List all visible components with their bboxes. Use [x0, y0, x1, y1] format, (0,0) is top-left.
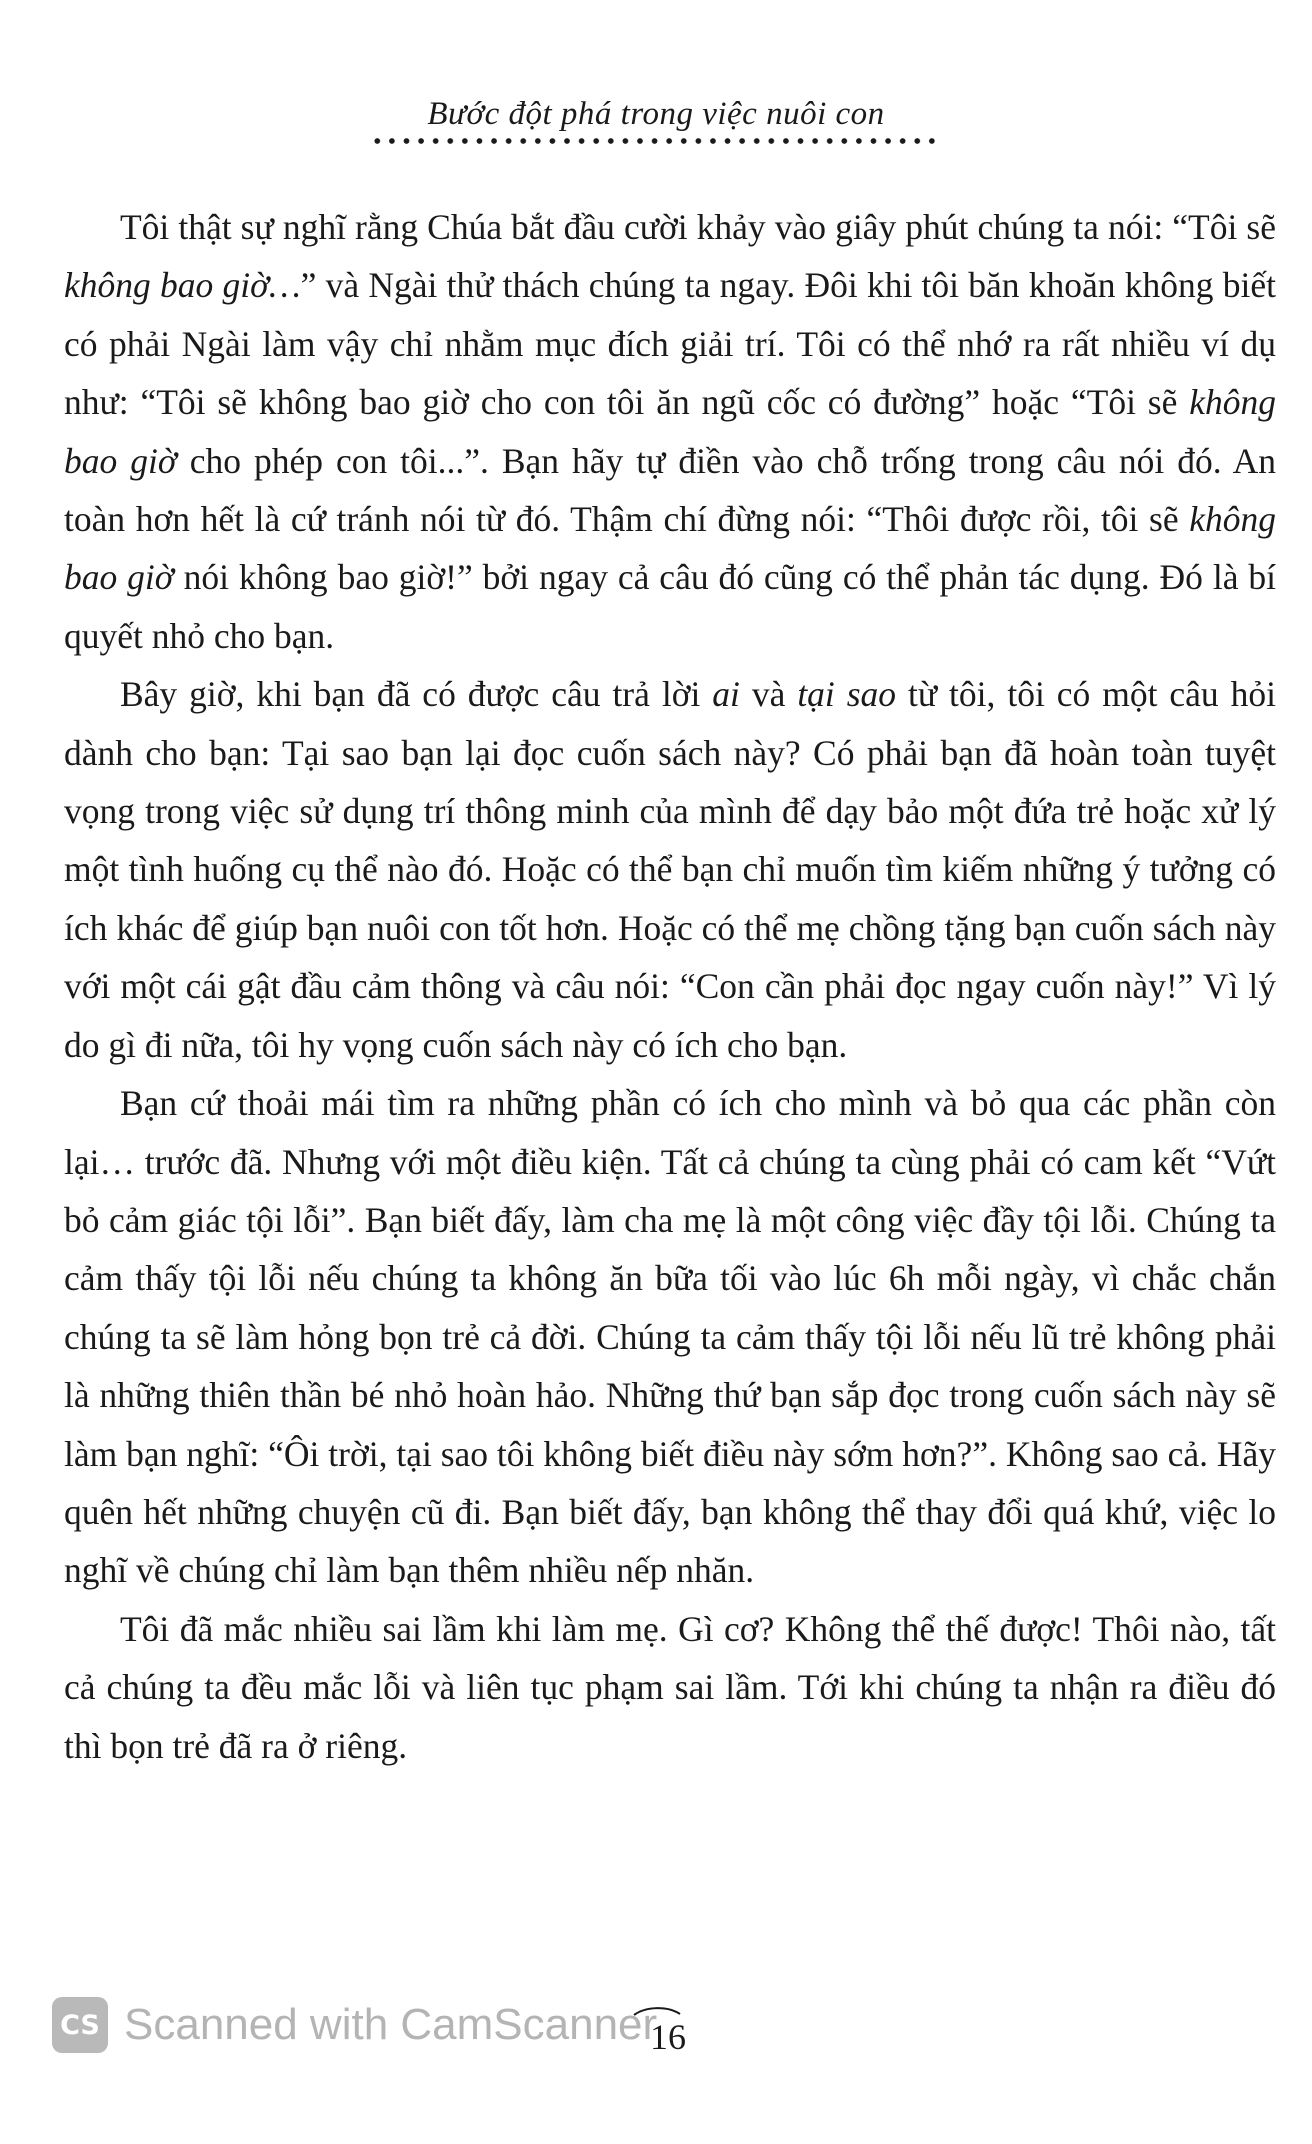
camscanner-watermark: [52, 1990, 657, 2060]
text-segment: nói không bao giờ!” bởi ngay cả câu đó cũng có thể phản tác dụng. Đó là bí quyết nhỏ cho bạn.: [64, 557, 1277, 656]
paragraph: [64, 1600, 1276, 1775]
camscanner-logo-icon: CS: [52, 1997, 108, 2053]
text-segment: Tôi thật sự nghĩ rằng Chúa bắt đầu cười khảy vào giây phút chúng ta nói: “Tôi sẽ: [120, 207, 1276, 247]
text-segment: Tôi đã mắc nhiều sai lầm khi làm mẹ. Gì cơ? Không thể thế được! Thôi nào, tất cả chúng ta đều mắc lỗi và liên tục phạm sai lầm. Tới khi chúng ta nhận ra điều đó thì bọn trẻ đã ra ở riêng.: [64, 1608, 1276, 1766]
text-segment: Bây giờ, khi bạn đã có được câu trả lời: [120, 674, 713, 715]
page-number: 16: [650, 2017, 686, 2057]
italic-segment: không bao giờ: [64, 499, 1276, 598]
text-segment: ” và Ngài thử thách chúng ta ngay. Đôi khi tôi băn khoăn không biết có phải Ngài làm vậy chỉ nhằm mục đích giải trí. Tôi có thể nhớ ra rất nhiều ví dụ như: “Tôi sẽ không bao giờ cho con tôi ăn ngũ cốc có đường” hoặc “Tôi sẽ: [64, 265, 1276, 423]
running-header: Bước đột phá trong việc nuôi con: [427, 96, 885, 132]
text-segment: từ tôi, tôi có một câu hỏi dành cho bạn: Tại sao bạn lại đọc cuốn sách này? Có phải bạn đã hoàn toàn tuyệt vọng trong việc sử dụng trí thông minh của mình để dạy bảo một đứa trẻ hoặc xử lý một tình huống cụ thể nào đó. Hoặc có thể bạn chỉ muốn tìm kiếm những ý tưởng có ích khác để giúp bạn nuôi con tốt hơn. Hoặc có thể mẹ chồng tặng bạn cuốn sách này với một cái gật đầu cảm thông và câu nói: “Con cần phải đọc ngay cuốn này!” Vì lý do gì đi nữa, tôi hy vọng cuốn sách này có ích cho bạn.: [64, 674, 1276, 1065]
text-segment: cho phép con tôi...”. Bạn hãy tự điền vào chỗ trống trong câu nói đó. An toàn hơn hết là cứ tránh nói từ đó. Thậm chí đừng nói: “Thôi được rồi, tôi sẽ: [64, 440, 1276, 540]
body-text: [64, 198, 1276, 1775]
italic-segment: tại sao: [797, 674, 897, 715]
italic-segment: không bao giờ…: [64, 265, 301, 306]
header-dotted-rule: [370, 136, 940, 146]
watermark-text: Scanned with CamScanner: [124, 2000, 658, 2049]
italic-segment: không bao giờ: [64, 382, 1276, 481]
text-segment: và: [739, 674, 798, 715]
paragraph: [64, 1074, 1276, 1600]
text-segment: Bạn cứ thoải mái tìm ra những phần có ích cho mình và bỏ qua các phần còn lại… trước đã. Nhưng với một điều kiện. Tất cả chúng ta cùng phải có cam kết “Vứt bỏ cảm giác tội lỗi”. Bạn biết đấy, làm cha mẹ là một công việc đầy tội lỗi. Chúng ta cảm thấy tội lỗi nếu chúng ta không ăn bữa tối vào lúc 6h mỗi ngày, vì chắc chắn chúng ta sẽ làm hỏng bọn trẻ cả đời. Chúng ta cảm thấy tội lỗi nếu lũ trẻ không phải là những thiên thần bé nhỏ hoàn hảo. Những thứ bạn sắp đọc trong cuốn sách này sẽ làm bạn nghĩ: “Ôi trời, tại sao tôi không biết điều này sớm hơn?”. Không sao cả. Hãy quên hết những chuyện cũ đi. Bạn biết đấy, bạn không thể thay đổi quá khứ, việc lo nghĩ về chúng chỉ làm bạn thêm nhiều nếp nhăn.: [64, 1083, 1276, 1591]
italic-segment: ai: [712, 674, 740, 715]
paragraph: [64, 198, 1276, 665]
paragraph: [64, 665, 1276, 1074]
